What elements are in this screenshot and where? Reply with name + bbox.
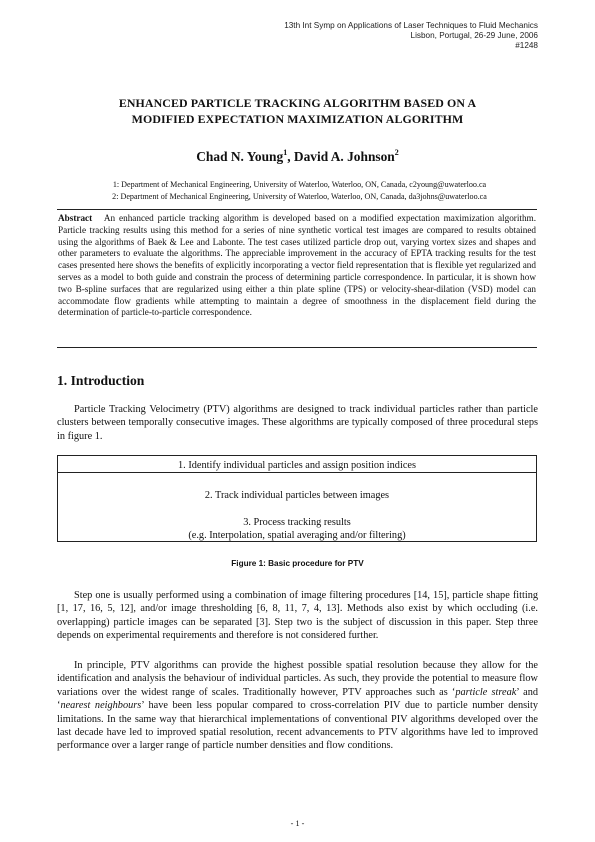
abstract	[58, 213, 536, 319]
intro-paragraph-1	[57, 403, 538, 443]
procedure-step-3: 3. Process tracking results	[243, 517, 351, 528]
intro-paragraph-3	[57, 659, 538, 753]
affiliation-2: 2: Department of Mechanical Engineering, University of Waterloo, Waterloo, ON, Canada, da3johns@uwaterloo.ca	[112, 191, 487, 201]
abstract-top-rule	[57, 209, 537, 210]
para3-text-b: ’ and ‘	[57, 686, 538, 712]
abstract-bottom-rule	[57, 347, 537, 348]
paper-number: #1248	[515, 41, 538, 50]
author-separator: ,	[287, 149, 294, 164]
procedure-step-2: 2. Track individual particles between images	[204, 490, 390, 501]
emphasis-particle-streak: particle streak	[455, 686, 517, 698]
abstract-label: Abstract	[58, 213, 93, 223]
author-1: Chad N. Young	[196, 149, 284, 164]
paragraph-text: Particle Tracking Velocimetry (PTV) algorithms are designed to track individual particles rather than particle clusters between temporally consecutive images. These algorithms are typically composed of three procedural steps in figure 1.	[57, 404, 538, 442]
page-number: - 1 -	[290, 819, 305, 828]
para3-text-c: ’ have been less popular compared to cross-correlation PIV due to particle number density limitations. In the same way that hierarchical implementations of conventional PIV algorithms developed over the last decade have led to improved spatial resolution, recent advancements to PTV algorithms have led to improved performance over a larger range of particle number densities and flow conditions.	[57, 700, 539, 752]
conference-location: Lisbon, Portugal, 26-29 June, 2006	[410, 31, 538, 40]
figure-box-divider	[58, 472, 536, 473]
author-2: David A. Johnson	[293, 149, 395, 164]
paragraph-text: Step one is usually performed using a combination of image filtering procedures [14, 15], particle shape fitting [1, 17, 16, 5, 12], and/or image thresholding [6, 8, 11, 7, 4, 13]. Methods also exist by which occluding (i.e. overlapping) particle images can be separated [3]. Step two is the subject of discussion in this paper. Step three depends on experimental requirements and therefore is not considered further.	[57, 590, 538, 642]
conference-name: 13th Int Symp on Applications of Laser Techniques to Fluid Mechanics	[284, 21, 538, 30]
emphasis-nearest-neighbours: nearest neighbours	[60, 700, 142, 712]
figure-1-procedure-box	[57, 455, 537, 542]
paragraph-text	[57, 659, 538, 753]
intro-paragraph-2	[57, 589, 538, 643]
author-list	[60, 148, 535, 166]
author-1-affil-mark: 1	[283, 148, 288, 157]
title-line-2: MODIFIED EXPECTATION MAXIMIZATION ALGORITHM	[131, 112, 464, 126]
procedure-step-3-detail: (e.g. Interpolation, spatial averaging and/or filtering)	[188, 530, 406, 541]
procedure-step-1: 1. Identify individual particles and assign position indices	[178, 460, 416, 471]
abstract-text: An enhanced particle tracking algorithm is developed based on a modified expectation maximization algorithm. Particle tracking results using this method for a series of nine synthetic vortical test images are compared to results obtained using the algorithms of Baek & Lee and Labonte. The test cases utilized particle drop out, varying vortex sizes and shapes and other parameters to evaluate the algorithms. The appreciable improvement in the accuracy of EPTA tracking results for the test cases presented here shows the benefits of explicitly incorporating a vector field representation that is flexible yet regularized and serves as a model to both guide and constrain the process of determining particle correspondence. In particular, it is shown how two B-spline surfaces that are regularized using either a thin plate spline (TPS) or velocity-shear-dilation (VSD) model can accommodate flow gradients while attempting to maintain a degree of smoothness in the displacement field during the determination of particle-to-particle correspondence.	[58, 213, 537, 318]
para3-text-a: In principle, PTV algorithms can provide the highest possible spatial resolution because they allow for the identification and analysis the behaviour of individual particles. As such, they provide the potential to measure flow variations over the widest range of scales. Traditionally however, PTV approaches such as ‘	[57, 660, 538, 698]
title-line-1: ENHANCED PARTICLE TRACKING ALGORITHM BASED ON A	[118, 96, 477, 110]
affiliation-1: 1: Department of Mechanical Engineering, University of Waterloo, Waterloo, ON, Canada, c2young@uwaterloo.ca	[112, 180, 487, 189]
section-heading-introduction: 1. Introduction	[57, 373, 145, 388]
conference-header	[208, 21, 538, 51]
figure-1-caption: Figure 1: Basic procedure for PTV	[231, 559, 364, 568]
paper-title	[60, 95, 535, 127]
author-2-affil-mark: 2	[394, 148, 399, 157]
affiliations	[57, 179, 542, 202]
